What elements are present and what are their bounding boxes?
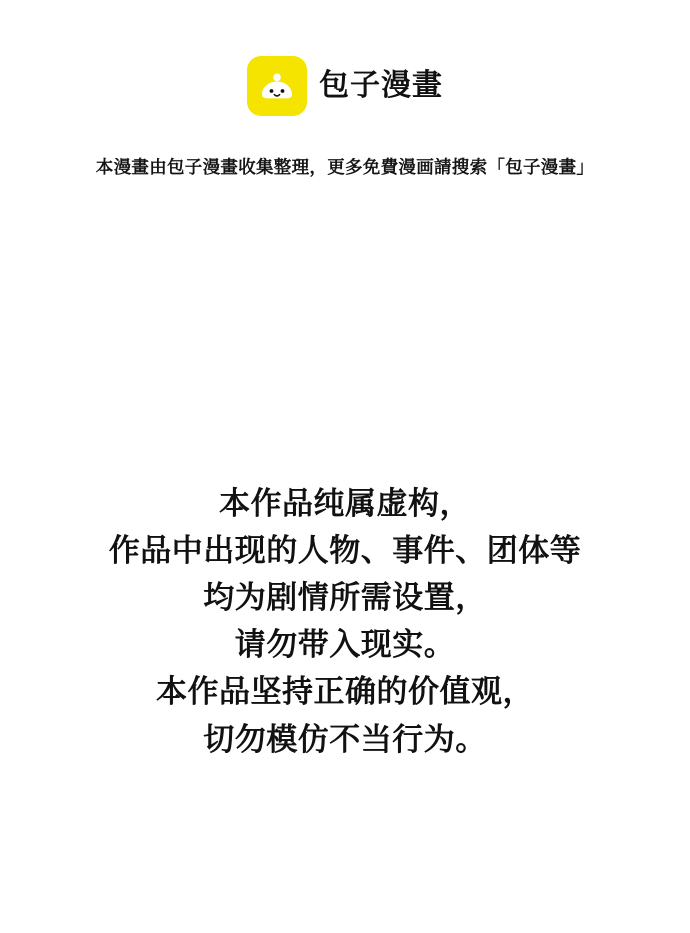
disclaimer-line: 本作品纯属虚构， (219, 486, 471, 521)
content-disclaimer (0, 480, 690, 763)
disclaimer-line: 请勿带入现实。 (234, 627, 456, 663)
brand-name: 包子漫畫 (319, 69, 443, 102)
disclaimer-line: 均为剧情所需设置， (203, 580, 487, 616)
disclaimer-line: 切勿模仿不当行为。 (203, 721, 487, 757)
disclaimer-line: 本作品坚持正确的价值观， (156, 674, 534, 710)
brand-header (247, 56, 443, 116)
disclaimer-line: 作品中出现的人物、事件、团体等 (108, 533, 582, 569)
source-notice: 本漫畫由包子漫畫收集整理，更多免費漫画請搜索「包子漫畫」 (95, 157, 595, 177)
baozi-bun-icon (247, 56, 307, 116)
